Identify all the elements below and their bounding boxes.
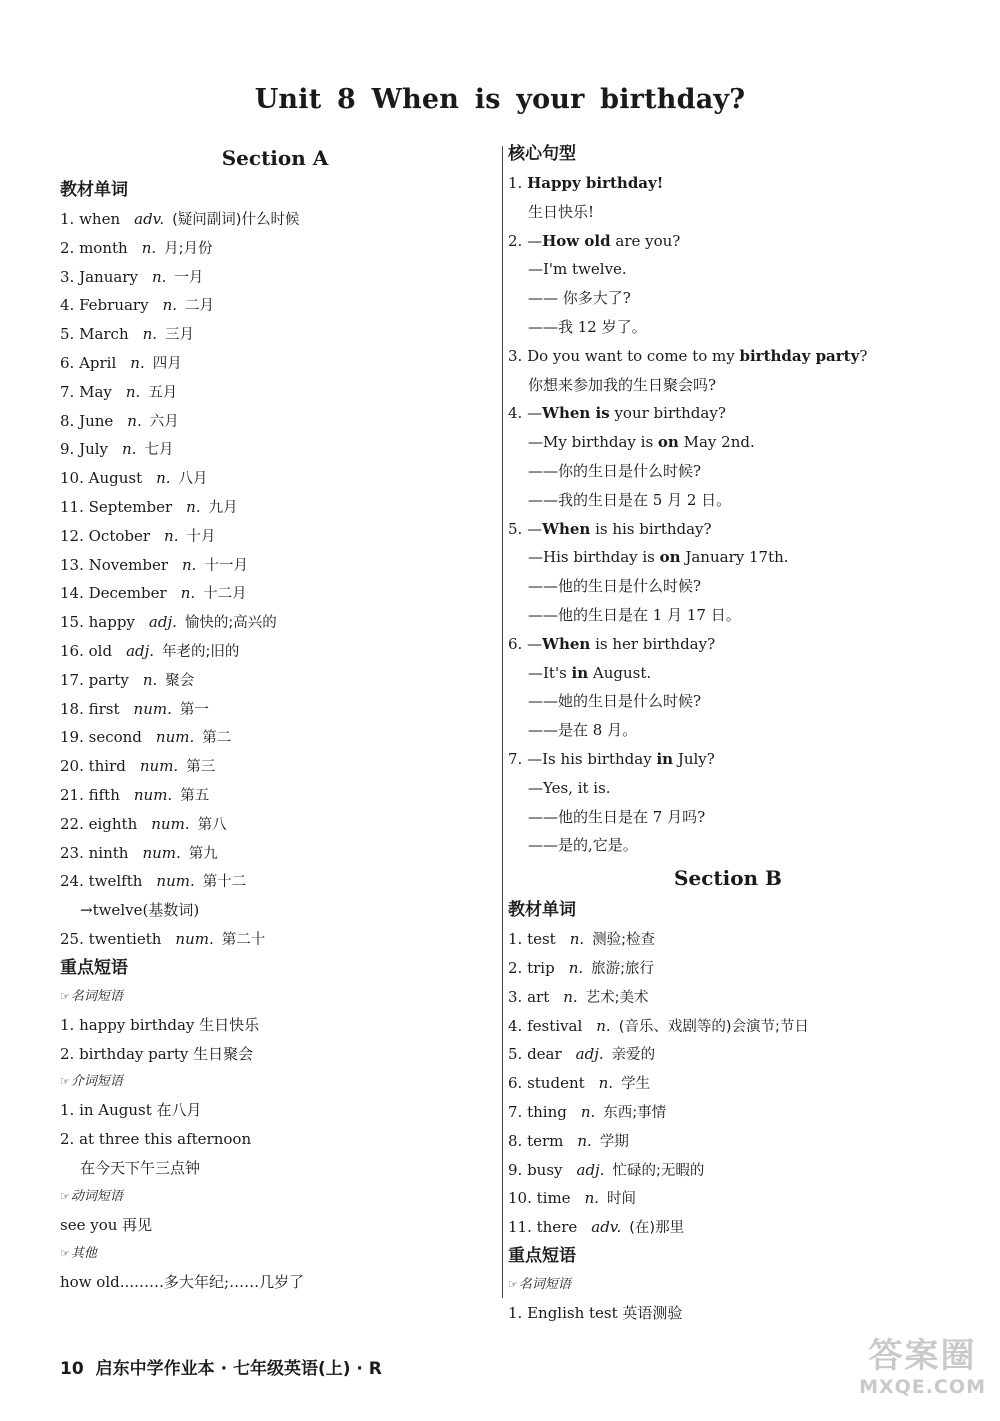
sentence-5a: 5. —When is his birthday? bbox=[508, 519, 712, 538]
sentence-1: 1. Happy birthday! bbox=[508, 174, 664, 192]
sentences-heading: 核心句型 bbox=[508, 144, 576, 164]
verb-phrases-label: ☞ 动词短语 bbox=[60, 1188, 123, 1204]
vocab-item: 6. April n. 四月 bbox=[60, 353, 182, 372]
phrase-item: 2. at three this afternoon bbox=[60, 1130, 252, 1149]
vocab-heading-b: 教材单词 bbox=[508, 900, 576, 921]
vocab-item: 8. June n. 六月 bbox=[60, 411, 179, 430]
vocab-item: 11. there adv. (在)那里 bbox=[508, 1218, 685, 1237]
vocab-item: 2. month n. 月;月份 bbox=[60, 238, 213, 257]
vocab-item: 9. July n. 七月 bbox=[60, 440, 174, 459]
page-title: Unit 8 When is your birthday? bbox=[254, 84, 746, 115]
sentence-5d: ——他的生日是在 1 月 17 日。 bbox=[528, 605, 741, 624]
phrase-item: 2. birthday party 生日聚会 bbox=[60, 1044, 254, 1063]
sentence-2d: ——我 12 岁了。 bbox=[528, 317, 647, 336]
vocab-item: 15. happy adj. 愉快的;高兴的 bbox=[60, 613, 277, 632]
vocab-item: 12. October n. 十月 bbox=[60, 526, 216, 545]
sentence-3: 3. Do you want to come to my birthday party? bbox=[508, 346, 868, 365]
vocab-item: 19. second num. 第二 bbox=[60, 728, 232, 747]
sentence-2c: —— 你多大了? bbox=[528, 289, 631, 308]
vocab-list-b bbox=[508, 925, 948, 1242]
book-title: 启东中学作业本 · 七年级英语(上) · R bbox=[95, 1359, 382, 1379]
sentence-6a: 6. —When is her birthday? bbox=[508, 634, 716, 653]
vocab-item: 6. student n. 学生 bbox=[508, 1074, 651, 1093]
phrase-item: how old...……多大年纪;……几岁了 bbox=[60, 1272, 305, 1291]
sentence-4b: —My birthday is on May 2nd. bbox=[528, 433, 755, 452]
vocab-item: 7. thing n. 东西;事情 bbox=[508, 1102, 667, 1121]
sentence-6c: ——她的生日是什么时候? bbox=[528, 692, 702, 711]
watermark-logo: 答案圈 MXQE.COM bbox=[859, 1336, 986, 1398]
vocab-item: 23. ninth num. 第九 bbox=[60, 843, 218, 862]
vocab-item: 3. art n. 艺术;美术 bbox=[508, 987, 649, 1006]
vocab-item: 3. January n. 一月 bbox=[60, 267, 204, 286]
phrases-heading-b: 重点短语 bbox=[508, 1245, 576, 1266]
vocab-item: 22. eighth num. 第八 bbox=[60, 814, 227, 833]
sentence-5c: ——他的生日是什么时候? bbox=[528, 577, 702, 596]
vocab-item: 4. festival n. (音乐、戏剧等的)会演节;节日 bbox=[508, 1016, 809, 1035]
sentence-1-zh: 生日快乐! bbox=[528, 202, 595, 221]
prep-phrases-label: ☞ 介词短语 bbox=[60, 1074, 123, 1090]
vocab-item: 14. December n. 十二月 bbox=[60, 584, 247, 603]
sentence-4d: ——我的生日是在 5 月 2 日。 bbox=[528, 490, 732, 509]
left-column bbox=[60, 140, 490, 1296]
vocab-item: 5. March n. 三月 bbox=[60, 325, 195, 344]
vocab-item: 4. February n. 二月 bbox=[60, 296, 215, 315]
column-divider bbox=[502, 146, 503, 1298]
sentence-7d: ——是的,它是。 bbox=[528, 836, 638, 855]
vocab-item: 7. May n. 五月 bbox=[60, 382, 178, 401]
vocab-item: 20. third num. 第三 bbox=[60, 757, 216, 776]
vocab-item: 10. August n. 八月 bbox=[60, 469, 208, 488]
noun-phrases-label-b: ☞ 名词短语 bbox=[508, 1276, 571, 1292]
sentence-7c: ——他的生日是在 7 月吗? bbox=[528, 807, 706, 826]
phrase-item: 1. happy birthday 生日快乐 bbox=[60, 1015, 260, 1034]
vocab-item: 24. twelfth num. 第十二 bbox=[60, 872, 247, 891]
vocab-item: 16. old adj. 年老的;旧的 bbox=[60, 641, 240, 660]
right-column bbox=[508, 140, 948, 1328]
vocab-item: 13. November n. 十一月 bbox=[60, 555, 248, 574]
vocab-item: 8. term n. 学期 bbox=[508, 1131, 629, 1150]
sentence-2a: 2. —How old are you? bbox=[508, 231, 681, 250]
vocab-item: 10. time n. 时间 bbox=[508, 1189, 636, 1208]
vocab-note: →twelve(基数词) bbox=[80, 901, 200, 920]
phrase-item: 1. in August 在八月 bbox=[60, 1101, 202, 1120]
vocab-item: 11. September n. 九月 bbox=[60, 497, 238, 516]
sentence-4c: ——你的生日是什么时候? bbox=[528, 461, 702, 480]
phrases-heading-a: 重点短语 bbox=[60, 957, 128, 978]
sentence-7a: 7. —Is his birthday in July? bbox=[508, 749, 715, 768]
vocab-item: 21. fifth num. 第五 bbox=[60, 785, 210, 804]
vocab-item: 1. test n. 测验;检查 bbox=[508, 930, 656, 949]
vocab-item: 25. twentieth num. 第二十 bbox=[60, 929, 266, 948]
vocab-item: 5. dear adj. 亲爱的 bbox=[508, 1045, 656, 1064]
noun-phrases-label: ☞ 名词短语 bbox=[60, 988, 123, 1004]
sentence-6b: —It's in August. bbox=[528, 663, 652, 682]
sentence-7b: —Yes, it is. bbox=[528, 778, 611, 797]
vocab-item: 9. busy adj. 忙碌的;无暇的 bbox=[508, 1160, 705, 1179]
vocab-item: 2. trip n. 旅游;旅行 bbox=[508, 958, 655, 977]
sentence-5b: —His birthday is on January 17th. bbox=[528, 548, 789, 567]
page-number: 10 bbox=[60, 1359, 84, 1379]
sentence-6d: ——是在 8 月。 bbox=[528, 721, 638, 740]
phrase-note: 在今天下午三点钟 bbox=[80, 1158, 201, 1177]
phrase-item: see you 再见 bbox=[60, 1215, 153, 1234]
vocab-heading-a: 教材单词 bbox=[60, 180, 128, 200]
vocab-item: 17. party n. 聚会 bbox=[60, 670, 195, 689]
phrase-item: 1. English test 英语测验 bbox=[508, 1303, 683, 1322]
vocab-item: 1. when adv. (疑问副词)什么时候 bbox=[60, 210, 300, 228]
sentence-3-zh: 你想来参加我的生日聚会吗? bbox=[528, 375, 717, 394]
section-b-title: Section B bbox=[674, 866, 782, 891]
vocab-list-a bbox=[60, 205, 490, 896]
section-a-title: Section A bbox=[221, 146, 329, 170]
sentence-2b: —I'm twelve. bbox=[528, 260, 627, 279]
sentence-4a: 4. —When is your birthday? bbox=[508, 404, 726, 423]
page-footer bbox=[60, 1354, 382, 1379]
other-label: ☞ 其他 bbox=[60, 1245, 97, 1261]
vocab-item: 18. first num. 第一 bbox=[60, 699, 209, 718]
